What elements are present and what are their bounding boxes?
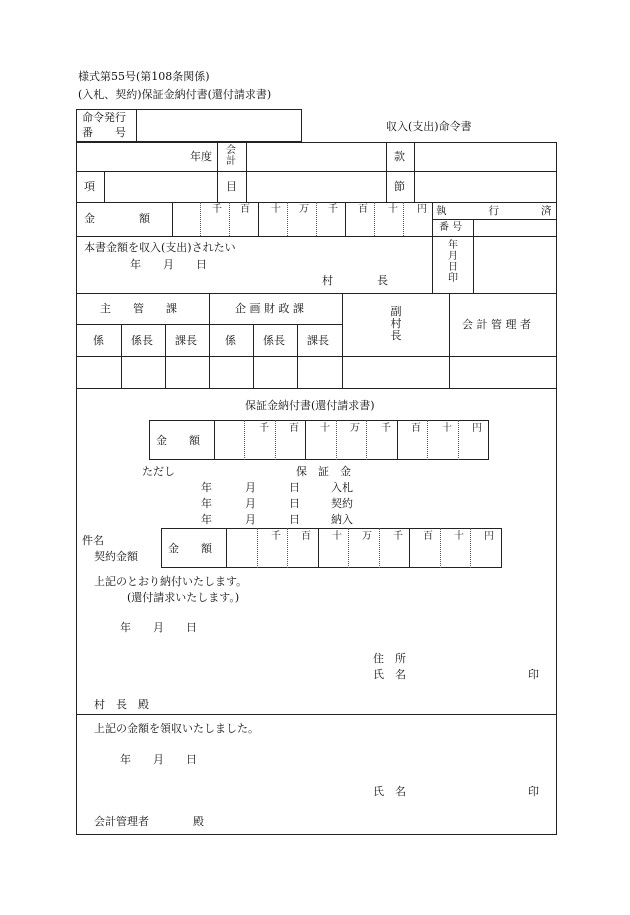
accountant-label: 会 計 管 理 者 [462,318,531,331]
digit-label: 十 [320,423,330,434]
digit-label: 十 [454,531,464,542]
case-name-label: 件名 [82,534,104,547]
digit-label: 十 [388,204,398,215]
deposit-type: 入札 [331,481,353,494]
digit-label: 十 [271,204,281,215]
digit-label: 百 [358,204,368,215]
vice-mayor-label: 副村長 [390,305,402,343]
role-label: 係長 [263,334,285,347]
kan-label: 款 [394,150,405,163]
year-label: 年度 [190,150,212,163]
name-label: 氏 名 [373,668,406,681]
role-label: 課長 [307,334,329,347]
request-date: 年 月 日 [130,258,207,271]
digit-label: 円 [417,204,427,215]
digit-label: 百 [411,423,421,434]
seal-label: 印 [528,668,539,681]
digit-label: 千 [328,204,338,215]
form-title: (入札、契約)保証金納付書(還付請求書) [78,88,272,101]
digit-label: 千 [259,423,269,434]
refund-text: (還付請求いたします。) [127,591,240,604]
kou-label: 項 [84,180,95,193]
received-text: 上記の金額を領収いたしました。 [94,722,259,735]
order-number-label-2: 番 号 [82,126,126,139]
deposit-label: 保 証 金 [296,465,351,478]
accountant-addressee: 会計管理者 殿 [94,815,204,828]
dept-main-label: 主 管 課 [100,302,177,315]
digit-label: 万 [350,423,360,434]
digit-label: 百 [240,204,250,215]
digit-label: 万 [362,531,372,542]
digit-label: 千 [381,423,391,434]
stamp-date-label: 年月日印 [448,240,458,284]
account-label: 会計 [226,145,236,167]
amount-label: 金 額 [84,212,150,225]
deposit-type: 契約 [331,497,353,510]
order-title: 収入(支出)命令書 [386,120,472,133]
digit-label: 千 [393,531,403,542]
receipt-title: 保証金納付書(還付請求書) [245,399,375,412]
moku-label: 目 [226,180,237,193]
contract-amount-label: 契約金額 [94,550,138,563]
receipt-date: 年 月 日 [120,621,197,634]
digit-label: 百 [289,423,299,434]
role-label: 係 [93,334,104,347]
request-text: 本書金額を収入(支出)されたい [84,241,236,254]
executed-label: 執 行 済 [436,205,552,217]
digit-label: 千 [271,531,281,542]
digit-label: 十 [332,531,342,542]
paid-text: 上記のとおり納付いたします。 [94,575,248,588]
digit-label: 千 [212,204,222,215]
received-date: 年 月 日 [120,753,197,766]
received-name-label: 氏 名 [373,785,406,798]
deposit-type: 納入 [331,513,353,526]
setsu-label: 節 [394,180,405,193]
order-number-label-1: 命令発行 [82,111,126,124]
digit-label: 百 [423,531,433,542]
digit-label: 円 [472,423,482,434]
digit-label: 十 [442,423,452,434]
tadashi-label: ただし [142,465,175,478]
digit-label: 円 [484,531,494,542]
role-label: 課長 [175,334,197,347]
digit-label: 万 [299,204,309,215]
deposit-date: 年 月 日 [201,481,300,494]
address-label: 住 所 [373,652,406,665]
form-number: 様式第55号(第108条関係) [78,70,210,83]
receipt-amount-label: 金 額 [156,434,200,447]
digit-label: 百 [301,531,311,542]
dept-finance-label: 企 画 財 政 課 [235,302,304,315]
deposit-date: 年 月 日 [201,497,300,510]
role-label: 係長 [131,334,153,347]
received-seal-label: 印 [528,785,539,798]
mayor-addressee: 村 長 殿 [94,698,149,711]
role-label: 係 [225,334,236,347]
number-label: 番 号 [439,222,463,233]
contract-amount-box-label: 金 額 [168,542,212,555]
mayor-label: 村 長 [322,274,388,287]
deposit-date: 年 月 日 [201,513,300,526]
receipt-amount-box [149,420,489,460]
